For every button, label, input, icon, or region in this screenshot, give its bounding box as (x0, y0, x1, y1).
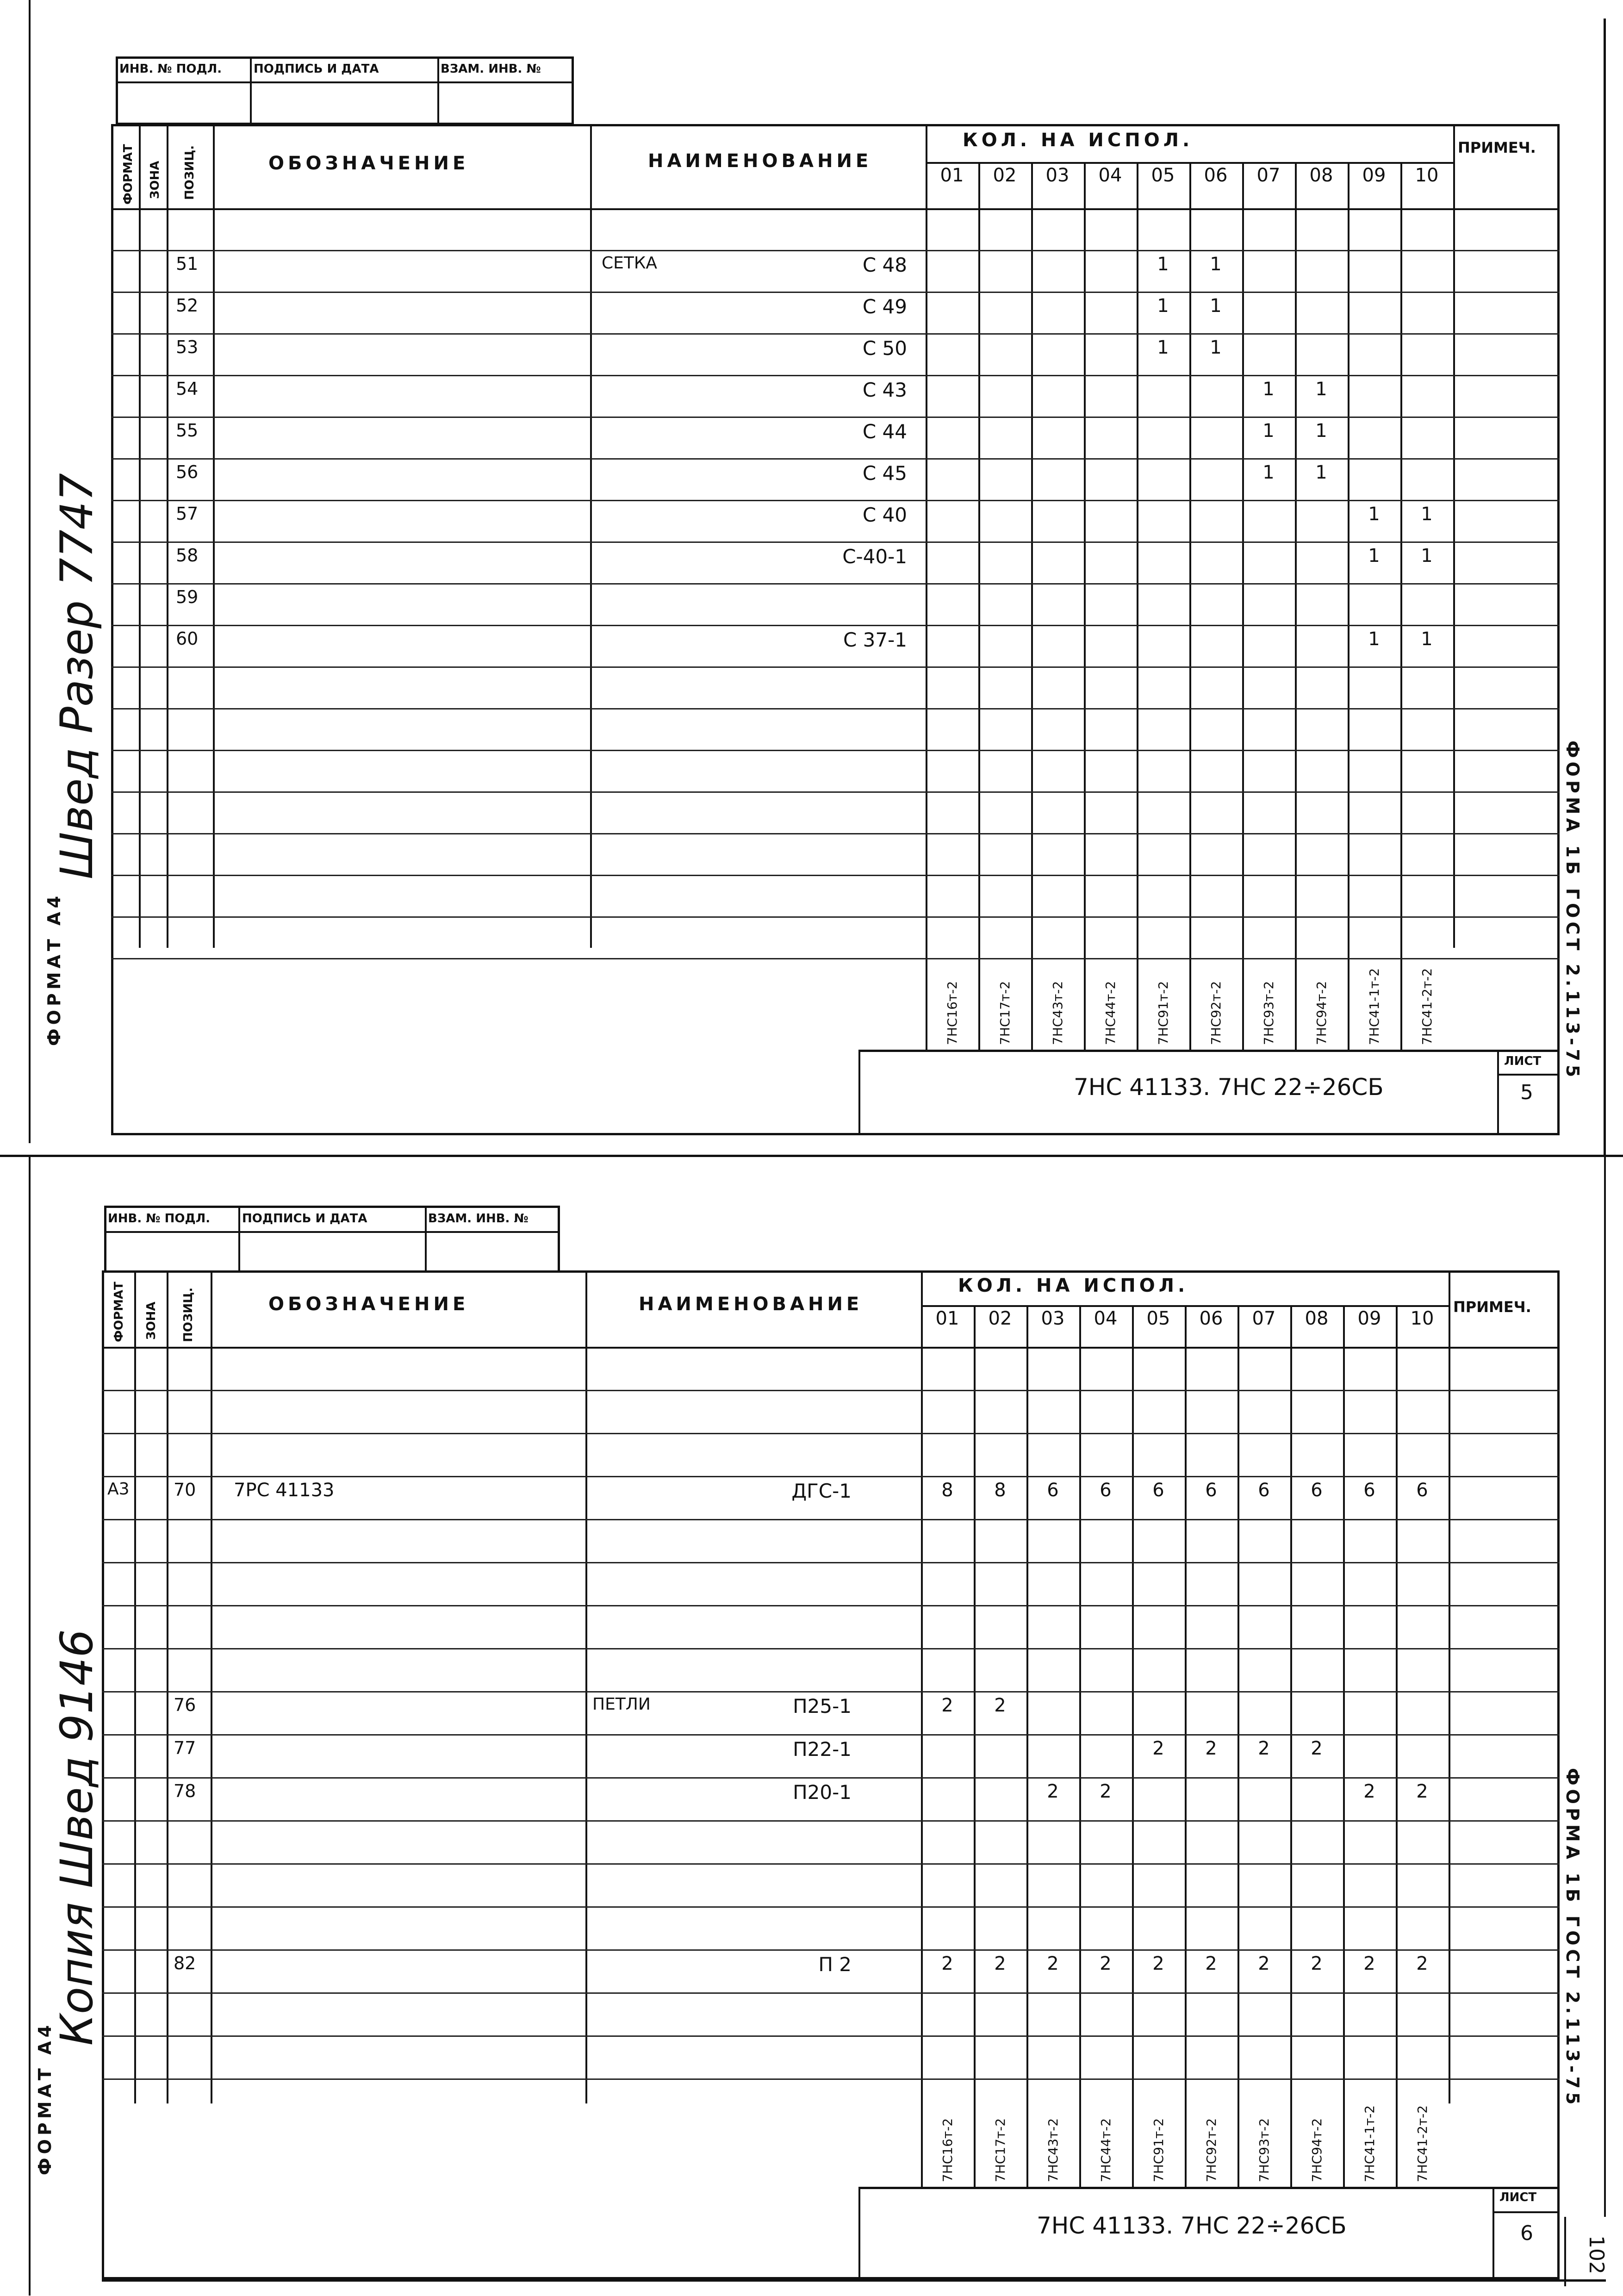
table-row-line (111, 833, 1560, 834)
variant-label: 7НС41-1т-2 (1362, 2105, 1377, 2182)
qty-value: 2 (1416, 1781, 1428, 1802)
table-row-line (102, 1691, 1560, 1692)
hdr-pos: ПОЗИЦ. (181, 1287, 195, 1342)
hdr-note: ПРИМЕЧ. (1453, 1298, 1531, 1316)
table-row-line (102, 1863, 1560, 1865)
stamp-inv-label: ИНВ. № ПОДЛ. (108, 1212, 211, 1226)
side-gost-label: ФОРМА 1Б ГОСТ 2.113-75 (1562, 740, 1583, 1081)
qty-value: 1 (1315, 420, 1327, 442)
qty-value: 8 (941, 1480, 953, 1501)
qty-value: 1 (1368, 628, 1380, 650)
row-mark: П 2 (818, 1953, 852, 1976)
qty-value: 6 (1152, 1480, 1164, 1501)
row-mark: С-40-1 (842, 545, 907, 568)
row-position: 51 (176, 254, 199, 274)
handwritten-note: Копия Швед 9146 (51, 1629, 103, 2046)
qty-value: 2 (1311, 1738, 1323, 1759)
qty-value: 1 (1421, 504, 1433, 525)
qty-value: 1 (1262, 462, 1275, 483)
table-row-line (111, 417, 1560, 418)
qty-value: 2 (1047, 1953, 1059, 1974)
sheet-number: 6 (1520, 2221, 1533, 2245)
qty-col-label: 07 (1252, 1308, 1276, 1329)
qty-col-label: 02 (988, 1308, 1012, 1329)
variant-label: 7НС17т-2 (993, 2118, 1008, 2182)
table-row-line (111, 333, 1560, 335)
row-position: 56 (176, 462, 199, 482)
qty-col-label: 08 (1305, 1308, 1329, 1329)
qty-value: 1 (1157, 295, 1169, 317)
qty-value: 2 (941, 1695, 953, 1716)
qty-value: 1 (1210, 254, 1222, 275)
row-mark: П22-1 (793, 1738, 852, 1761)
qty-value: 6 (1311, 1480, 1323, 1501)
qty-col-label: 04 (1094, 1308, 1118, 1329)
table-row-line (102, 1605, 1560, 1606)
qty-value: 1 (1210, 337, 1222, 358)
qty-value: 1 (1368, 545, 1380, 566)
row-position: 53 (176, 337, 199, 357)
qty-value: 6 (1047, 1480, 1059, 1501)
table-row-line (111, 958, 1560, 959)
qty-col-label: 09 (1357, 1308, 1381, 1329)
table-row-line (111, 791, 1560, 793)
qty-value: 6 (1258, 1480, 1270, 1501)
row-mark: С 45 (862, 462, 907, 485)
qty-value: 2 (1258, 1738, 1270, 1759)
row-position: 57 (176, 504, 199, 524)
row-mark: С 50 (862, 337, 907, 360)
sheet-label: ЛИСТ (1504, 1054, 1542, 1068)
table-row-line (102, 2078, 1560, 2080)
qty-col-label: 10 (1410, 1308, 1434, 1329)
table-row-line (111, 250, 1560, 251)
qty-col-label: 07 (1256, 165, 1281, 186)
variant-label: 7НС92т-2 (1208, 981, 1224, 1045)
row-name: ПЕТЛИ (592, 1695, 651, 1714)
row-mark: П25-1 (793, 1695, 852, 1717)
handwritten-note: Швед Разер 7747 (51, 473, 103, 879)
sheet-number: 5 (1520, 1081, 1533, 1104)
qty-value: 2 (1100, 1953, 1112, 1974)
table-row-line (111, 500, 1560, 501)
qty-value: 2 (1205, 1953, 1217, 1974)
qty-value: 8 (994, 1480, 1006, 1501)
table-row-line (102, 2035, 1560, 2037)
qty-col-line (1079, 1305, 1081, 2187)
qty-value: 1 (1262, 420, 1275, 442)
table-row-line (102, 1906, 1560, 1908)
row-position: 60 (176, 628, 199, 649)
variant-label: 7НС16т-2 (945, 981, 960, 1045)
variant-label: 7НС93т-2 (1261, 981, 1276, 1045)
table-row-line (111, 375, 1560, 376)
row-position: 54 (176, 379, 199, 399)
table-row-line (111, 458, 1560, 460)
hdr-designation: ОБОЗНАЧЕНИЕ (268, 1294, 469, 1315)
qty-col-label: 06 (1204, 165, 1228, 186)
sheet-label: ЛИСТ (1499, 2190, 1537, 2204)
variant-label: 7НС44т-2 (1103, 981, 1118, 1045)
side-format-label: ФОРМАТ А4 (35, 2021, 55, 2175)
table-row-line (102, 1562, 1560, 1563)
qty-value: 2 (1258, 1953, 1270, 1974)
title-code: 7НС 41133. 7НС 22÷26СБ (1037, 2212, 1347, 2239)
qty-value: 6 (1363, 1480, 1375, 1501)
qty-value: 2 (1311, 1953, 1323, 1974)
variant-label: 7НС91т-2 (1151, 2118, 1166, 2182)
qty-col-label: 05 (1151, 165, 1175, 186)
hdr-format: ФОРМАТ (112, 1282, 126, 1342)
qty-value: 6 (1100, 1480, 1112, 1501)
row-position: 70 (174, 1480, 196, 1500)
page-number: 102 (1585, 2235, 1608, 2274)
row-position: 52 (176, 295, 199, 316)
qty-col-label: 06 (1199, 1308, 1223, 1329)
variant-label: 7НС41-2т-2 (1419, 968, 1435, 1045)
stamp-sign-label: ПОДПИСЬ И ДАТА (242, 1212, 367, 1226)
table-row-line (111, 625, 1560, 626)
row-position: 78 (174, 1781, 196, 1801)
stamp-sign-label: ПОДПИСЬ И ДАТА (254, 62, 379, 76)
variant-label: 7НС43т-2 (1050, 981, 1065, 1045)
side-format-label: ФОРМАТ А4 (44, 892, 64, 1046)
hdr-note: ПРИМЕЧ. (1458, 139, 1536, 156)
table-row-line (102, 1648, 1560, 1649)
hdr-qty: КОЛ. НА ИСПОЛ. (963, 130, 1194, 151)
row-position: 55 (176, 420, 199, 441)
variant-label: 7НС93т-2 (1256, 2118, 1272, 2182)
table-row-line (102, 1777, 1560, 1779)
qty-col-label: 10 (1415, 165, 1439, 186)
qty-col-label: 01 (935, 1308, 959, 1329)
qty-col-label: 04 (1098, 165, 1122, 186)
qty-value: 2 (1152, 1738, 1164, 1759)
row-mark: С 37-1 (843, 628, 907, 651)
stamp-inv-label: ИНВ. № ПОДЛ. (119, 62, 222, 76)
table-row-line (111, 292, 1560, 293)
hdr-name: НАИМЕНОВАНИЕ (648, 150, 872, 172)
hdr-format: ФОРМАТ (121, 144, 135, 205)
qty-value: 2 (1205, 1738, 1217, 1759)
table-row-line (102, 1519, 1560, 1520)
variant-label: 7НС41-2т-2 (1415, 2105, 1430, 2182)
qty-col-label: 05 (1146, 1308, 1170, 1329)
qty-value: 6 (1205, 1480, 1217, 1501)
qty-value: 1 (1315, 462, 1327, 483)
row-position: 76 (174, 1695, 196, 1715)
variant-label: 7НС41-1т-2 (1367, 968, 1382, 1045)
side-gost-label: ФОРМА 1Б ГОСТ 2.113-75 (1562, 1768, 1583, 2109)
table-row-line (102, 1992, 1560, 1994)
qty-value: 6 (1416, 1480, 1428, 1501)
row-mark: С 49 (862, 295, 907, 318)
qty-value: 1 (1210, 295, 1222, 317)
table-row-line (111, 916, 1560, 918)
qty-col-label: 02 (993, 165, 1017, 186)
hdr-name: НАИМЕНОВАНИЕ (639, 1294, 863, 1315)
table-row-line (102, 1949, 1560, 1951)
hdr-qty: КОЛ. НА ИСПОЛ. (958, 1275, 1189, 1296)
row-mark: ДГС-1 (791, 1480, 852, 1502)
table-row-line (111, 541, 1560, 543)
qty-value: 2 (994, 1695, 1006, 1716)
spec-table (102, 1270, 1560, 2279)
table-row-line (111, 750, 1560, 751)
table-row-line (111, 583, 1560, 585)
variant-label: 7НС94т-2 (1309, 2118, 1325, 2182)
qty-value: 2 (941, 1953, 953, 1974)
variant-label: 7НС17т-2 (997, 981, 1013, 1045)
row-position: 58 (176, 545, 199, 566)
hdr-designation: ОБОЗНАЧЕНИЕ (268, 153, 469, 174)
hdr-zone: ЗОНА (144, 1301, 158, 1340)
qty-value: 2 (994, 1953, 1006, 1974)
qty-value: 2 (1363, 1781, 1375, 1802)
row-mark: С 40 (862, 504, 907, 526)
qty-value: 1 (1368, 504, 1380, 525)
table-row-line (111, 875, 1560, 876)
stamp-vzam-label: ВЗАМ. ИНВ. № (441, 62, 541, 76)
qty-col-line (1026, 1305, 1028, 2187)
qty-col-label: 03 (1045, 165, 1070, 186)
variant-label: 7НС43т-2 (1045, 2118, 1061, 2182)
qty-value: 1 (1421, 545, 1433, 566)
variant-label: 7НС94т-2 (1314, 981, 1329, 1045)
stamp-vzam-label: ВЗАМ. ИНВ. № (428, 1212, 529, 1226)
table-row-line (102, 1476, 1560, 1477)
qty-col-label: 09 (1362, 165, 1386, 186)
row-mark: С 43 (862, 379, 907, 401)
row-format: А3 (107, 1480, 130, 1499)
table-row-line (102, 1734, 1560, 1736)
title-code: 7НС 41133. 7НС 22÷26СБ (1074, 1074, 1384, 1101)
qty-col-line (1343, 1305, 1345, 2187)
variant-label: 7НС91т-2 (1156, 981, 1171, 1045)
qty-value: 1 (1157, 337, 1169, 358)
variant-label: 7НС16т-2 (940, 2118, 955, 2182)
hdr-pos: ПОЗИЦ. (183, 145, 197, 200)
table-row-line (102, 1820, 1560, 1822)
qty-value: 2 (1416, 1953, 1428, 1974)
row-position: 77 (174, 1738, 196, 1758)
table-row-line (102, 1433, 1560, 1434)
hdr-zone: ЗОНА (148, 161, 162, 199)
table-row-line (111, 666, 1560, 668)
row-position: 82 (174, 1953, 196, 1973)
row-mark: С 44 (862, 420, 907, 443)
qty-value: 1 (1262, 379, 1275, 400)
row-name: СЕТКА (602, 254, 658, 273)
qty-col-label: 08 (1309, 165, 1333, 186)
qty-value: 2 (1363, 1953, 1375, 1974)
qty-value: 2 (1100, 1781, 1112, 1802)
qty-value: 2 (1047, 1781, 1059, 1802)
qty-value: 1 (1421, 628, 1433, 650)
variant-label: 7НС44т-2 (1098, 2118, 1113, 2182)
variant-label: 7НС92т-2 (1204, 2118, 1219, 2182)
qty-value: 1 (1157, 254, 1169, 275)
qty-value: 2 (1152, 1953, 1164, 1974)
qty-value: 1 (1315, 379, 1327, 400)
qty-col-line (974, 1305, 976, 2187)
qty-col-label: 03 (1041, 1308, 1065, 1329)
qty-col-label: 01 (940, 165, 964, 186)
row-designation: 7РС 41133 (234, 1480, 335, 1501)
table-row-line (102, 1390, 1560, 1391)
row-mark: С 48 (862, 254, 907, 276)
row-mark: П20-1 (793, 1781, 852, 1804)
row-position: 59 (176, 587, 199, 607)
qty-col-line (1396, 1305, 1398, 2187)
sheet-divider (0, 1155, 1623, 1157)
table-row-line (111, 708, 1560, 709)
